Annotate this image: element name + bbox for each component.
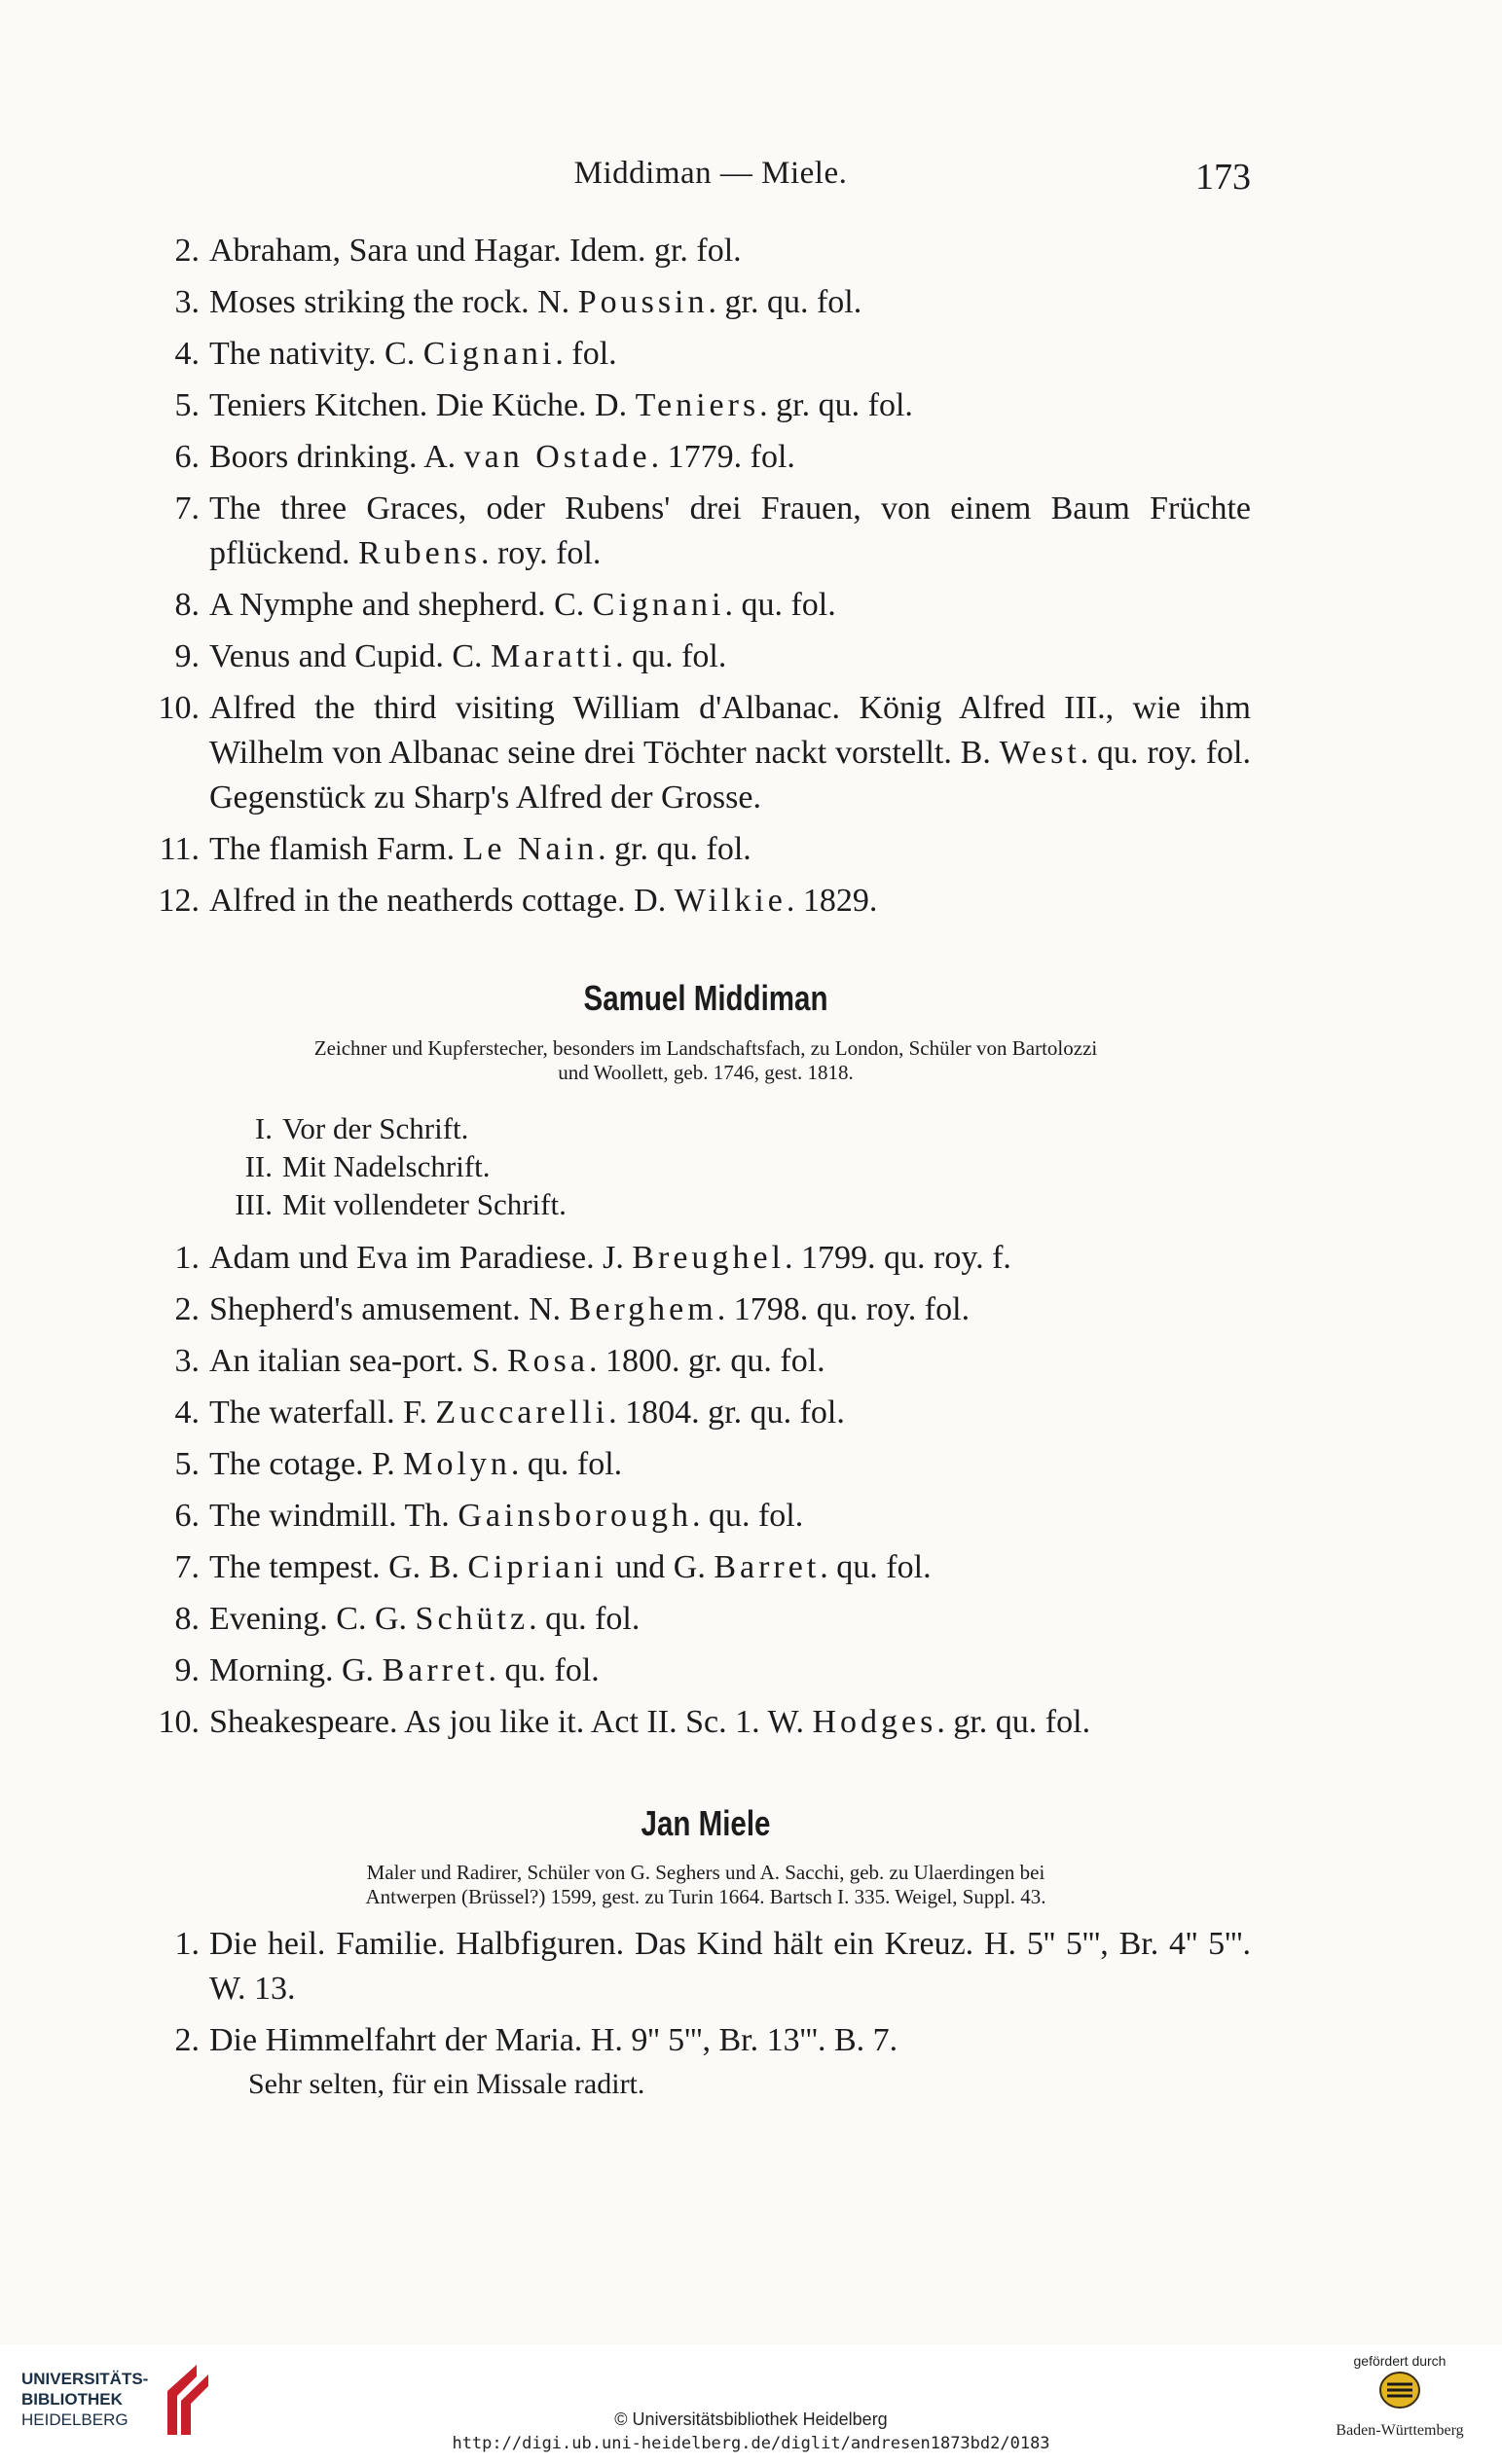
catalog-entry	[161, 1922, 1251, 2011]
catalog-entry	[161, 2018, 1251, 2063]
artist-description-middiman	[185, 1036, 1227, 1085]
entry-text-part: The nativity. C.	[209, 336, 423, 372]
entry-number: 5.	[174, 387, 200, 423]
artist-name: Barret	[714, 1549, 821, 1585]
entry-number: 2.	[174, 233, 200, 269]
library-name-line: BIBLIOTHEK	[21, 2390, 123, 2409]
entry-text	[209, 229, 1251, 273]
entry-text	[209, 1649, 1251, 1693]
entry-text-part: . qu. fol.	[691, 1498, 804, 1534]
library-logo[interactable]	[21, 2357, 226, 2445]
artist-name: Rubens	[357, 535, 481, 571]
entry-number: 6.	[174, 439, 200, 475]
entry-text	[209, 879, 1251, 924]
funder-logo[interactable]	[1317, 2353, 1483, 2440]
entry-text-part: . 1829.	[786, 883, 878, 919]
entry-number: 12.	[158, 883, 200, 919]
funded-by-label: gefördert durch	[1353, 2353, 1447, 2369]
entry-number: 6.	[174, 1498, 200, 1534]
entry-text-part: The tempest. G. B.	[209, 1549, 468, 1585]
permalink[interactable]: http://digi.ub.uni-heidelberg.de/diglit/andresen1873bd2/0183	[452, 2434, 1050, 2453]
entry-text	[209, 1287, 1251, 1332]
description-line: Antwerpen (Brüssel?) 1599, gest. zu Turin 1664. Bartsch I. 335. Weigel, Suppl. 43.	[365, 1885, 1046, 1908]
artist-name: West	[999, 735, 1081, 771]
entry-number: 2.	[174, 1291, 200, 1327]
page-number: 173	[1195, 157, 1251, 198]
entry-text-part: Alfred in the neatherds cottage. D.	[209, 883, 675, 919]
entry-text	[209, 1922, 1251, 2011]
entry-text-part: . qu. fol.	[820, 1549, 932, 1585]
entry-text	[209, 280, 1251, 325]
entry-text-part: Evening. C. G.	[209, 1601, 416, 1637]
section-heading-middiman: Samuel Middiman	[583, 978, 828, 1018]
entry-text	[209, 2018, 1251, 2063]
entry-text	[209, 686, 1251, 820]
entry-text-part: . fol.	[555, 336, 617, 372]
entry-text-part: . qu. fol.	[529, 1601, 641, 1637]
entry-text	[209, 1597, 1251, 1642]
entry-text-part: . qu. roy. fol. Gegenstück zu Sharp's Alfred der Grosse.	[209, 735, 1252, 815]
entry-text-part: Sheakespeare. As jou like it. Act II. Sc. 1. W.	[209, 1704, 813, 1740]
catalog-entry	[161, 1339, 1251, 1384]
entry-text-part: Die Himmelfahrt der Maria. H. 9'' 5''', Br. 13'''. B. 7.	[209, 2022, 898, 2058]
entry-text-part: The three Graces, oder Rubens' drei Frauen, von einem Baum Früchte pflückend.	[209, 490, 1251, 571]
entry-number: 1.	[174, 1926, 200, 1962]
note: Sehr selten, für ein Missale radirt.	[248, 2068, 645, 2100]
page-header	[175, 156, 1251, 204]
artist-name: Hodges	[812, 1704, 937, 1740]
entry-number: 9.	[174, 1652, 200, 1688]
artist-name: Zuccarelli	[435, 1395, 609, 1431]
entry-text-part: The flamish Farm.	[209, 831, 463, 867]
artist-name: Rosa	[506, 1343, 589, 1379]
entry-number: 4.	[174, 1395, 200, 1431]
artist-name: Molyn	[403, 1446, 511, 1482]
state-item: I. Vor der Schrift.	[254, 1111, 469, 1145]
copyright-notice: © Universitätsbibliothek Heidelberg	[614, 2410, 888, 2429]
entry-text	[209, 1391, 1251, 1435]
catalog-entry	[161, 1236, 1251, 1281]
entry-text-part: The cotage. P.	[209, 1446, 404, 1482]
catalog-entry	[161, 332, 1251, 377]
catalog-entry	[158, 686, 1252, 820]
footer	[0, 2345, 1502, 2464]
artist-name: Cignani	[592, 587, 725, 623]
entry-number: 9.	[174, 638, 200, 674]
artist-name: Maratti	[491, 638, 616, 674]
entry-text	[209, 1339, 1251, 1384]
description-line: Maler und Radirer, Schüler von G. Seghers und A. Sacchi, geb. zu Ulaerdingen bei	[366, 1861, 1045, 1884]
entry-text	[209, 332, 1251, 377]
entry-text-part: . 1799. qu. roy. f.	[785, 1240, 1011, 1276]
entry-text	[209, 583, 1251, 628]
funder-name: Baden-Württemberg	[1336, 2422, 1464, 2439]
entry-text-part: Alfred the third visiting William d'Albanac. König Alfred III., wie ihm Wilhelm von Albanac seine drei Töchter nackt vorstellt. B.	[209, 690, 1251, 771]
entry-text-part: Abraham, Sara und Hagar. Idem. gr. fol.	[209, 233, 742, 269]
entry-text	[209, 383, 1251, 428]
state-item: II. Mit Nadelschrift.	[244, 1149, 491, 1183]
entry-number: 8.	[174, 1601, 200, 1637]
entry-text-part: Venus and Cupid. C.	[209, 638, 491, 674]
entry-text-part: . 1800. gr. qu. fol.	[588, 1343, 825, 1379]
entry-list-continued	[158, 229, 1252, 930]
catalog-entry	[161, 634, 1251, 679]
entry-number: 7.	[174, 1549, 200, 1585]
state-list	[229, 1109, 567, 1223]
entry-text	[209, 1700, 1251, 1745]
artist-name: Berghem	[568, 1291, 717, 1327]
entry-text	[209, 1236, 1251, 1281]
entry-text	[209, 1442, 1251, 1487]
entry-text-part: . qu. fol.	[724, 587, 836, 623]
coat-of-arms-icon	[1377, 2369, 1422, 2411]
description-line: Zeichner und Kupferstecher, besonders im Landschaftsfach, zu London, Schüler von Bartolozzi	[313, 1036, 1098, 1060]
entry-list-miele	[161, 1922, 1251, 2070]
catalog-entry	[161, 435, 1251, 480]
catalog-entry	[161, 583, 1251, 628]
entry-number: 3.	[174, 284, 200, 320]
running-title: Middiman — Miele.	[573, 156, 848, 191]
entry-text-part: A Nymphe and shepherd. C.	[209, 587, 593, 623]
entry-text-part: Die heil. Familie. Halbfiguren. Das Kind hält ein Kreuz. H. 5'' 5''', Br. 4'' 5'''. W. 13.	[209, 1926, 1251, 2007]
entry-text-part: . 1779. fol.	[650, 439, 795, 475]
catalog-entry	[161, 1494, 1251, 1539]
entry-text-part: Morning. G.	[209, 1652, 383, 1688]
catalog-entry	[161, 1287, 1251, 1332]
catalog-entry	[161, 280, 1251, 325]
entry-text-part: Adam und Eva im Paradiese. J.	[209, 1240, 633, 1276]
entry-text-part: . 1804. gr. qu. fol.	[608, 1395, 845, 1431]
library-emblem-icon	[158, 2357, 226, 2445]
artist-name: Cipriani	[467, 1549, 607, 1585]
section-heading-miele: Jan Miele	[641, 1803, 771, 1843]
entry-list-middiman	[158, 1236, 1251, 1752]
entry-text	[209, 435, 1251, 480]
artist-name: Breughel	[632, 1240, 785, 1276]
entry-text-part: . gr. qu. fol.	[936, 1704, 1091, 1740]
entry-text	[209, 1545, 1251, 1590]
entry-text-part: An italian sea-port. S.	[209, 1343, 507, 1379]
catalog-entry	[158, 879, 1251, 924]
library-name-line: UNIVERSITÄTS-	[21, 2370, 149, 2388]
state-item: III. Mit vollendeter Schrift.	[235, 1187, 567, 1221]
catalog-entry	[161, 487, 1251, 576]
library-name-line: HEIDELBERG	[21, 2410, 128, 2429]
entry-text-part: The waterfall. F.	[209, 1395, 436, 1431]
entry-text-part: . qu. fol.	[510, 1446, 623, 1482]
entry-text-part: . 1798. qu. roy. fol.	[716, 1291, 971, 1327]
entry-number: 1.	[174, 1240, 200, 1276]
catalog-entry	[161, 1649, 1251, 1693]
entry-number: 8.	[174, 587, 200, 623]
artist-name: Teniers	[635, 387, 760, 423]
entry-text	[209, 634, 1251, 679]
artist-name: Schütz	[415, 1601, 530, 1637]
entry-number: 5.	[174, 1446, 200, 1482]
artist-name: Le Nain	[462, 831, 599, 867]
entry-text-part: Shepherd's amusement. N.	[209, 1291, 569, 1327]
artist-name: Barret	[382, 1652, 489, 1688]
entry-number: 3.	[174, 1343, 200, 1379]
entry-number: 2.	[174, 2022, 200, 2058]
entry-number: 4.	[174, 336, 200, 372]
entry-text-part: . gr. qu. fol.	[759, 387, 913, 423]
artist-name: van Ostade	[463, 439, 651, 475]
entry-text-part: Boors drinking. A.	[209, 439, 464, 475]
artist-name: Gainsborough	[458, 1498, 692, 1534]
catalog-entry	[161, 1442, 1251, 1487]
artist-name: Poussin	[577, 284, 709, 320]
entry-text-part: . qu. fol.	[615, 638, 727, 674]
entry-text-part: . gr. qu. fol.	[708, 284, 862, 320]
catalog-entry	[161, 1391, 1251, 1435]
entry-number: 7.	[174, 490, 200, 526]
entry-number: 10.	[158, 1704, 200, 1740]
entry-text-part: Teniers Kitchen. Die Küche. D.	[209, 387, 636, 423]
entry-text-part: und G.	[606, 1549, 714, 1585]
artist-name: Wilkie	[674, 883, 787, 919]
catalog-entry	[158, 1700, 1251, 1745]
artist-name: Cignani	[422, 336, 556, 372]
entry-number: 11.	[159, 831, 200, 867]
entry-text-part: The windmill. Th.	[209, 1498, 458, 1534]
catalog-entry	[161, 1545, 1251, 1590]
entry-text	[209, 1494, 1251, 1539]
catalog-entry	[161, 827, 1251, 872]
entry-text-part: . gr. qu. fol.	[598, 831, 751, 867]
entry-text-part: . roy. fol.	[480, 535, 602, 571]
artist-description-miele	[185, 1861, 1227, 1909]
entry-text-part: . qu. fol.	[488, 1652, 600, 1688]
entry-text	[209, 487, 1251, 576]
entry-text	[209, 827, 1251, 872]
entry-text-part: Moses striking the rock. N.	[209, 284, 578, 320]
catalog-entry	[161, 383, 1251, 428]
description-line: und Woollett, geb. 1746, gest. 1818.	[558, 1061, 854, 1084]
entry-number: 10.	[158, 690, 200, 726]
catalog-entry	[161, 229, 1251, 273]
catalog-entry	[161, 1597, 1251, 1642]
